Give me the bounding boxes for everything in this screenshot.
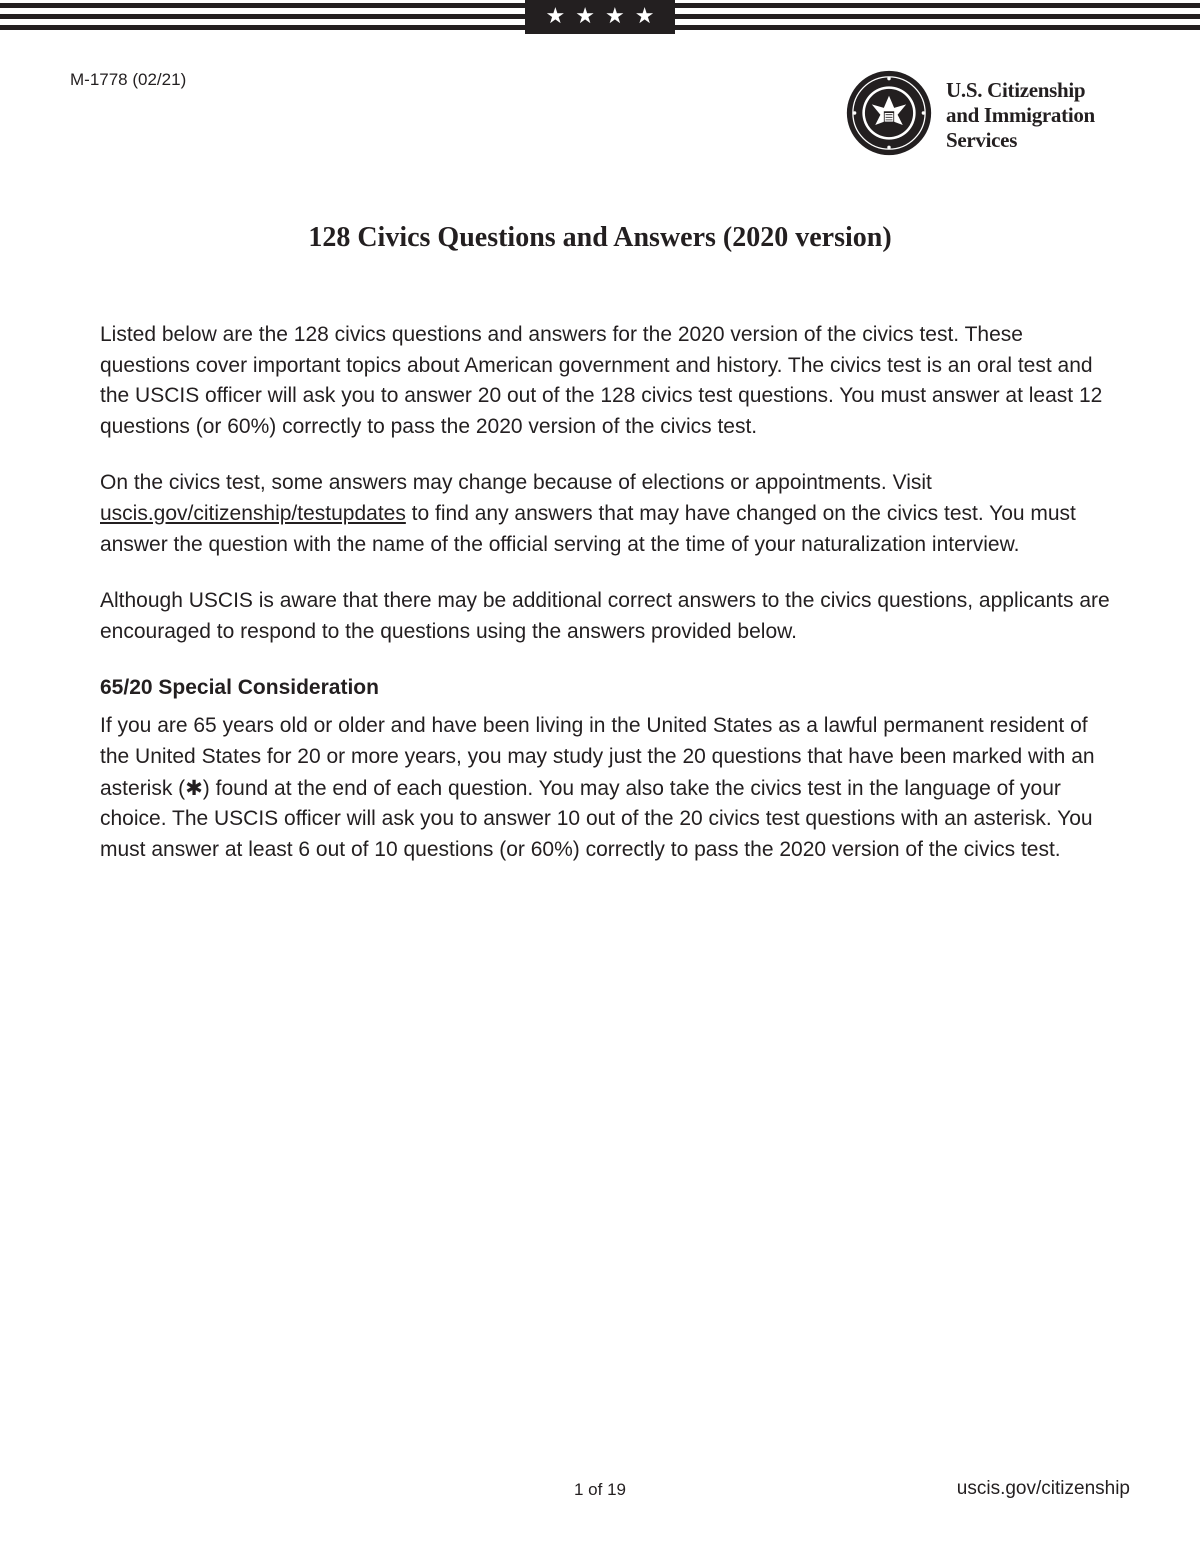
text: If you are 65 years old or older and have been living in the United States as a lawful permanent resident of the United States for 20 or more years, you may study just the 20 questions that have been marked with an asterisk ( [100, 714, 1095, 800]
text: ) found at the end of each question. You may also take the civics test in the language of your choice. The USCIS officer will ask you to answer 10 out of the 20 civics test questions with an asterisk. You must answer at least 6 out of 10 questions (or 60%) correctly to pass the 2020 version of the civics test. [100, 776, 1093, 861]
testupdates-link[interactable]: uscis.gov/citizenship/testupdates [100, 501, 406, 525]
document-body [100, 320, 1110, 891]
agency-line: and Immigration [946, 103, 1095, 127]
dhs-seal-icon [846, 70, 932, 156]
section-heading: 65/20 Special Consideration [100, 676, 379, 700]
form-number: M-1778 (02/21) [70, 70, 187, 89]
agency-name [946, 78, 1095, 153]
stripe [675, 25, 1200, 30]
answers-paragraph: Although USCIS is aware that there may be additional correct answers to the civics questions, applicants are encouraged to respond to the questions using the answers provided below. [100, 589, 1110, 643]
special-consideration-paragraph [100, 711, 1110, 865]
stripe [0, 14, 525, 19]
star-icon: ★ [605, 4, 625, 29]
asterisk-icon: ✱ [185, 775, 203, 800]
page-title: 128 Civics Questions and Answers (2020 version) [308, 222, 892, 253]
text: On the civics test, some answers may change because of elections or appointments. Visit [100, 471, 932, 495]
text: to find any answers that may have changed on the civics test. You must answer the question with the name of the official serving at the time of your naturalization interview. [100, 501, 1076, 556]
header-stripes [0, 0, 1200, 34]
page-number: 1 of 19 [574, 1480, 626, 1499]
stripe [0, 25, 525, 30]
star-icon: ★ [634, 4, 655, 29]
footer-url[interactable]: uscis.gov/citizenship [956, 1478, 1130, 1499]
agency-line: Services [946, 128, 1018, 152]
agency-line: U.S. Citizenship [946, 78, 1086, 102]
star-banner [525, 0, 675, 34]
stripe [675, 14, 1200, 19]
stripe [675, 3, 1200, 8]
updates-paragraph [100, 468, 1110, 560]
intro-paragraph: Listed below are the 128 civics questions and answers for the 2020 version of the civics test. These questions cover important topics about American government and history. The civics test is an oral test and the USCIS officer will ask you to answer 20 out of the 128 civics test questions. You must answer at least 12 questions (or 60%) correctly to pass the 2020 version of the civics test. [100, 323, 1103, 438]
star-icon: ★ [575, 4, 595, 29]
star-icon: ★ [545, 4, 566, 29]
stripe [0, 3, 525, 8]
